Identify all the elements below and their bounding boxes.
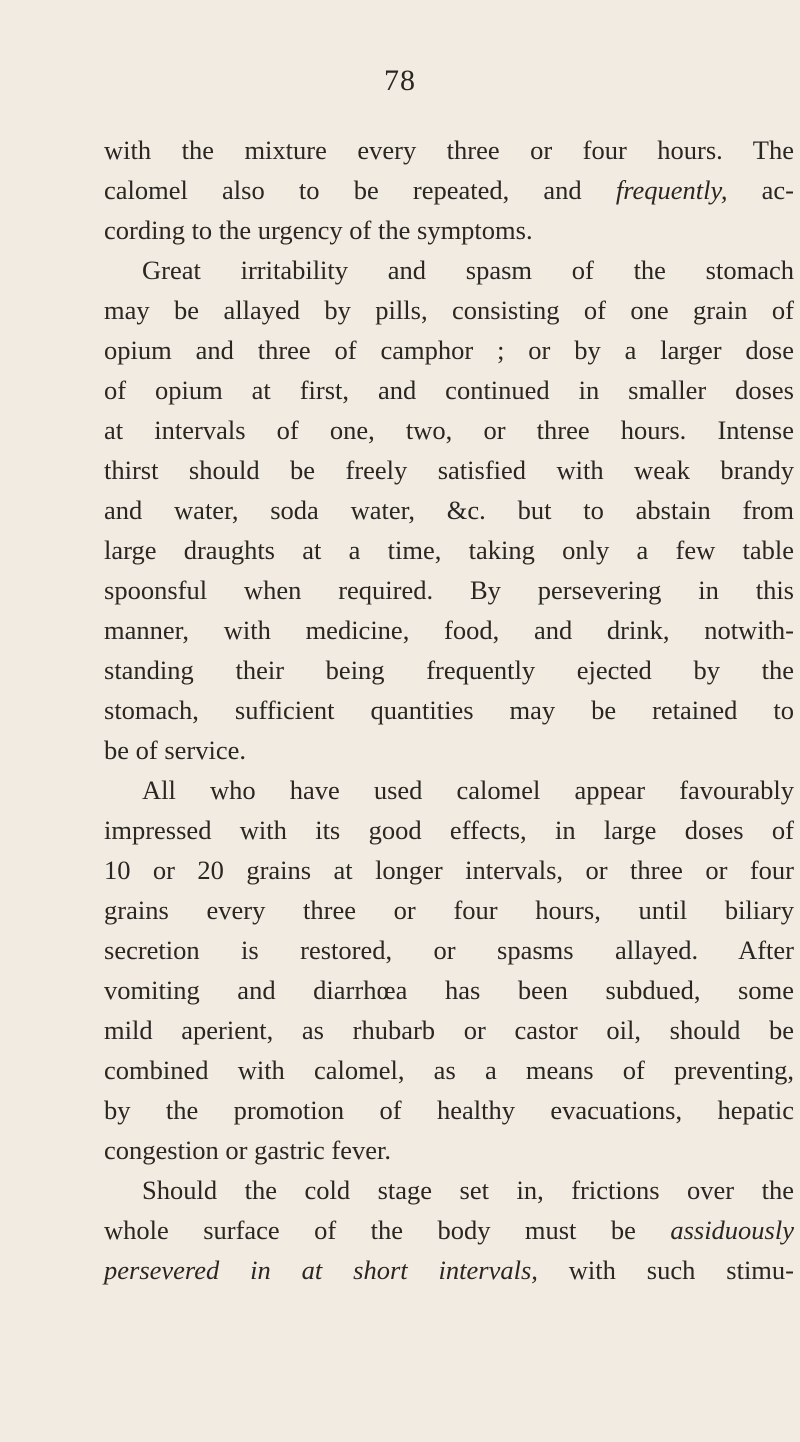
emphasis: frequently,: [615, 175, 728, 205]
text-line: impressed with its good effects, in large doses of: [104, 815, 794, 845]
text-line: grains every three or four hours, until biliary: [104, 895, 794, 925]
text-line: standing their being frequently ejected by the: [104, 655, 794, 685]
text-line: persevered in at short intervals, with such stimu-: [104, 1255, 794, 1285]
text-line: manner, with medicine, food, and drink, notwith-: [104, 615, 794, 645]
text-line: calomel also to be repeated, and frequently, ac-: [104, 175, 794, 205]
emphasis: assiduously: [670, 1215, 794, 1245]
text-line: stomach, sufficient quantities may be retained to: [104, 695, 794, 725]
text-line: mild aperient, as rhubarb or castor oil, should be: [104, 1015, 794, 1045]
text-line: be of service.: [104, 735, 246, 765]
text-line: with the mixture every three or four hours. The: [104, 135, 794, 165]
text-line: opium and three of camphor ; or by a larger dose: [104, 335, 794, 365]
text-line: at intervals of one, two, or three hours. Intense: [104, 415, 794, 445]
emphasis: persevered in at short intervals,: [104, 1255, 538, 1285]
text-line: congestion or gastric fever.: [104, 1135, 391, 1165]
text-line: spoonsful when required. By persevering in this: [104, 575, 794, 605]
text-line: of opium at first, and continued in smaller doses: [104, 375, 794, 405]
text-line: secretion is restored, or spasms allayed. After: [104, 935, 794, 965]
text-line: may be allayed by pills, consisting of one grain of: [104, 295, 794, 325]
text-line: large draughts at a time, taking only a few table: [104, 535, 794, 565]
paragraph-start: All who have used calomel appear favourably: [142, 775, 794, 805]
text-line: vomiting and diarrhœa has been subdued, some: [104, 975, 794, 1005]
text-line: whole surface of the body must be assiduously: [104, 1215, 794, 1245]
page-number: 78: [384, 64, 416, 97]
text-line: 10 or 20 grains at longer intervals, or three or four: [104, 855, 794, 885]
paragraph-start: Great irritability and spasm of the stomach: [142, 255, 794, 285]
text-line: thirst should be freely satisfied with weak brandy: [104, 455, 794, 485]
text-line: cording to the urgency of the symptoms.: [104, 215, 533, 245]
paragraph-start: Should the cold stage set in, frictions over the: [142, 1175, 794, 1205]
text-line: and water, soda water, &c. but to abstain from: [104, 495, 794, 525]
text-line: by the promotion of healthy evacuations, hepatic: [104, 1095, 794, 1125]
body-text: [104, 130, 794, 1290]
text-line: combined with calomel, as a means of preventing,: [104, 1055, 794, 1085]
